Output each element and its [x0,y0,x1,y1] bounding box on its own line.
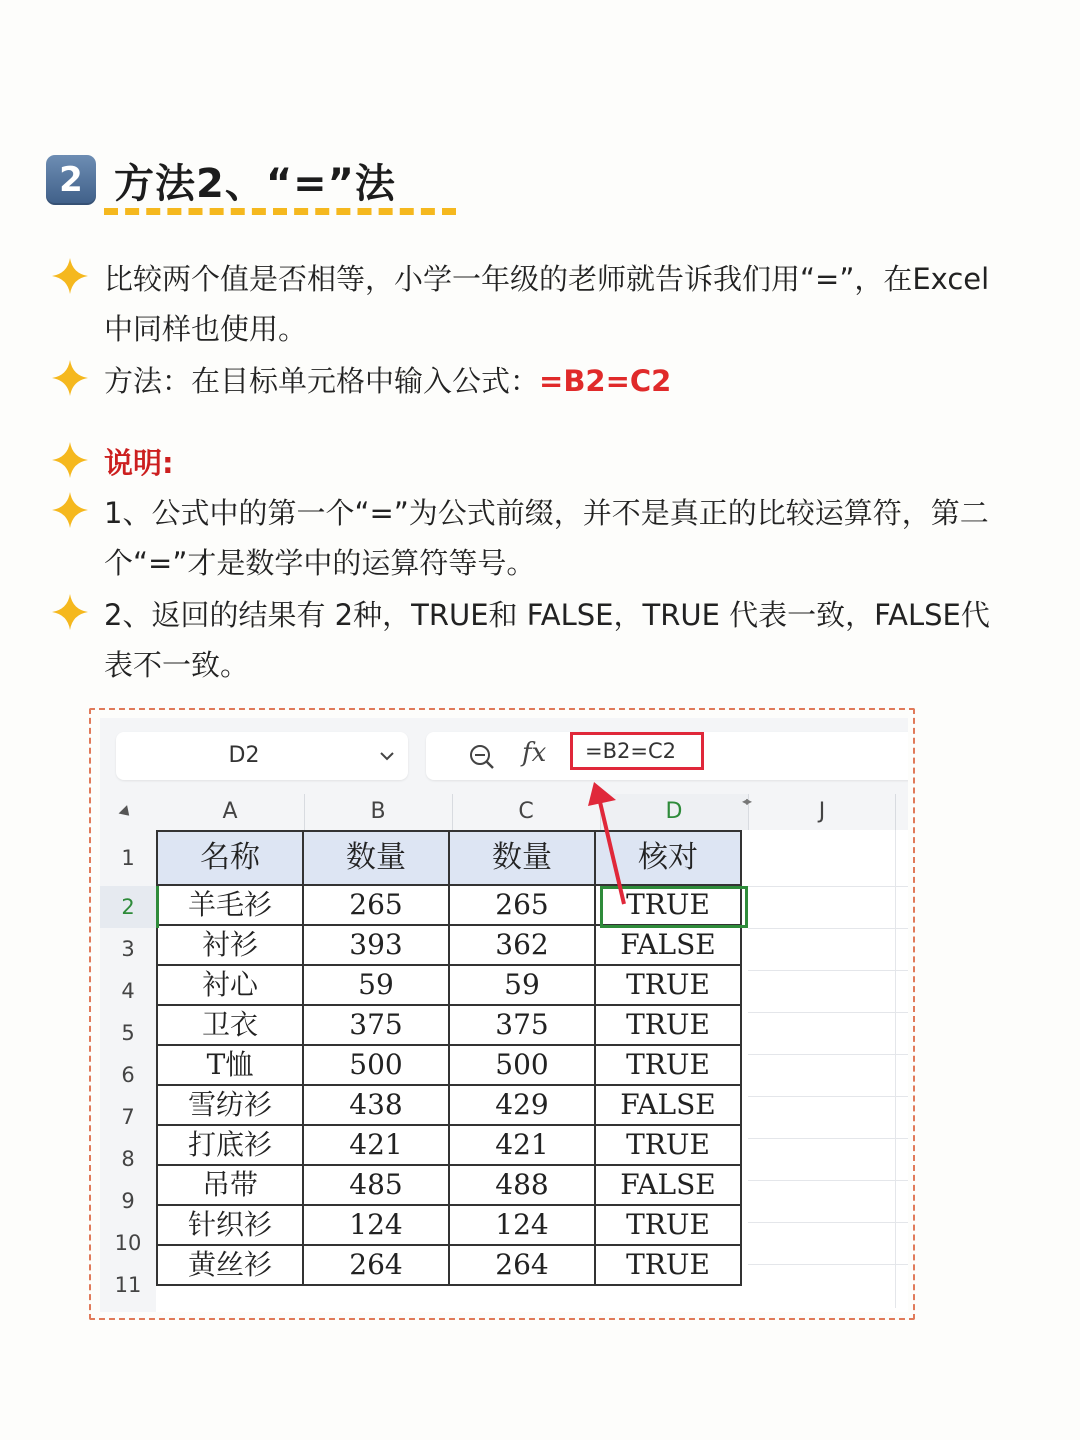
cell[interactable]: 衬心 [157,965,303,1005]
grid-line [748,886,908,887]
table-row [157,1005,741,1045]
method-text: 方法：在目标单元格中输入公式： [104,364,540,398]
bullet-note-2 [50,590,1010,690]
row-header[interactable]: 10 [114,1231,142,1255]
fx-icon[interactable]: fx [522,738,547,768]
row-header[interactable]: 9 [121,1189,135,1213]
row-header[interactable]: 4 [121,979,135,1003]
annotation-arrow [586,780,646,910]
cell[interactable]: 362 [449,925,595,965]
table-header-row [157,831,741,885]
grid-line [748,1222,908,1223]
cell[interactable]: TRUE [595,1125,741,1165]
sparkle-icon [50,490,90,530]
cell[interactable]: 打底衫 [157,1125,303,1165]
bullet-intro [50,254,1010,354]
zoom-icon[interactable] [468,743,496,771]
row-header[interactable]: 11 [114,1273,142,1297]
cell[interactable]: 265 [449,885,595,925]
bullet-text: 比较两个值是否相等，小学一年级的老师就告诉我们用“=”，在Excel中同样也使用。 [104,262,990,346]
cell[interactable]: 264 [303,1245,449,1285]
cell-header-name[interactable]: 名称 [157,831,303,885]
cell[interactable]: 卫衣 [157,1005,303,1045]
row-header[interactable]: 2 [121,895,135,919]
grid-line [748,1180,908,1181]
sparkle-icon [50,592,90,632]
cell[interactable]: 429 [449,1085,595,1125]
grid-line [895,830,896,1308]
cell[interactable]: 485 [303,1165,449,1205]
sparkle-icon [50,440,90,480]
row-selection-marker [156,886,159,928]
grid-line [748,1012,908,1013]
cell[interactable]: FALSE [595,1165,741,1205]
cell[interactable]: 264 [449,1245,595,1285]
cell[interactable]: TRUE [595,965,741,1005]
table-row [157,925,741,965]
column-header-a[interactable]: A [222,799,238,824]
column-header-j[interactable]: J [818,799,826,824]
chevron-down-icon[interactable] [378,747,396,765]
cell[interactable]: TRUE [595,1045,741,1085]
cell[interactable]: FALSE [595,925,741,965]
table-row [157,1125,741,1165]
grid-line [748,1054,908,1055]
section-header [46,152,396,208]
cell[interactable]: 衬衫 [157,925,303,965]
table-row [157,885,741,925]
cell[interactable]: 265 [303,885,449,925]
cell[interactable]: TRUE [595,1005,741,1045]
column-header-b[interactable]: B [370,799,386,824]
table-row [157,1045,741,1085]
cell[interactable]: 雪纺衫 [157,1085,303,1125]
table-row [157,1085,741,1125]
column-header-c[interactable]: C [518,799,534,824]
cell-header-qty-b[interactable]: 数量 [303,831,449,885]
cell[interactable]: 59 [449,965,595,1005]
cell[interactable]: 500 [449,1045,595,1085]
hidden-columns-icon[interactable]: ◂▸ [742,794,751,808]
name-box-value: D2 [228,743,260,768]
row-header[interactable]: 7 [121,1105,135,1129]
cell[interactable]: 124 [449,1205,595,1245]
cell[interactable]: 421 [449,1125,595,1165]
spreadsheet [100,718,908,1312]
cell[interactable]: TRUE [595,1245,741,1285]
name-box[interactable] [116,732,408,780]
row-header[interactable]: 5 [121,1021,135,1045]
column-divider [452,794,453,830]
cell[interactable]: 黄丝衫 [157,1245,303,1285]
sparkle-icon [50,256,90,296]
cell[interactable]: 375 [449,1005,595,1045]
table-row [157,965,741,1005]
cell-header-check[interactable]: 核对 [595,831,741,885]
cell[interactable]: 针织衫 [157,1205,303,1245]
bullet-note-1 [50,488,1010,588]
cell[interactable]: 59 [303,965,449,1005]
table-row [157,1245,741,1285]
cell[interactable]: 375 [303,1005,449,1045]
grid-line [748,970,908,971]
cell[interactable]: 488 [449,1165,595,1205]
select-all-corner[interactable] [119,805,134,820]
cell[interactable]: 438 [303,1085,449,1125]
formula-bar [426,732,908,780]
page-title: 方法2、“=”法 [114,160,396,207]
grid-line [748,1096,908,1097]
note-label: 说明: [104,446,174,480]
grid-line [748,928,908,929]
formula-input[interactable]: =B2=C2 [570,732,704,770]
bullet-text: 1、公式中的第一个“=”为公式前缀，并不是真正的比较运算符，第二个“=”才是数学中的运算符等号。 [104,496,989,580]
cell[interactable]: 羊毛衫 [157,885,303,925]
cell[interactable]: 421 [303,1125,449,1165]
row-header[interactable]: 6 [121,1063,135,1087]
cell[interactable]: 500 [303,1045,449,1085]
cell[interactable]: 124 [303,1205,449,1245]
data-table [156,830,742,1286]
cell[interactable]: T恤 [157,1045,303,1085]
row-header[interactable]: 8 [121,1147,135,1171]
row-header[interactable]: 1 [121,846,135,870]
column-header-d[interactable]: D [665,799,683,824]
column-divider [304,794,305,830]
title-underline [104,208,456,215]
cell[interactable]: TRUE [595,1205,741,1245]
bullet-note-label [50,438,1010,488]
bullet-method [50,356,1010,406]
column-divider [895,794,896,830]
cell[interactable]: 393 [303,925,449,965]
method-formula: =B2=C2 [539,364,672,398]
row-header[interactable]: 3 [121,937,135,961]
sparkle-icon [50,358,90,398]
cell-header-qty-c[interactable]: 数量 [449,831,595,885]
table-row [157,1165,741,1205]
grid-line [748,1138,908,1139]
cell-selected[interactable]: TRUE [595,885,741,925]
grid-line [748,1264,908,1265]
cell[interactable]: FALSE [595,1085,741,1125]
cell[interactable]: 吊带 [157,1165,303,1205]
table-row [157,1205,741,1245]
bullet-text: 2、返回的结果有 2种，TRUE和 FALSE，TRUE 代表一致，FALSE代表不一致。 [104,598,990,682]
number-badge: 2 [46,155,96,205]
